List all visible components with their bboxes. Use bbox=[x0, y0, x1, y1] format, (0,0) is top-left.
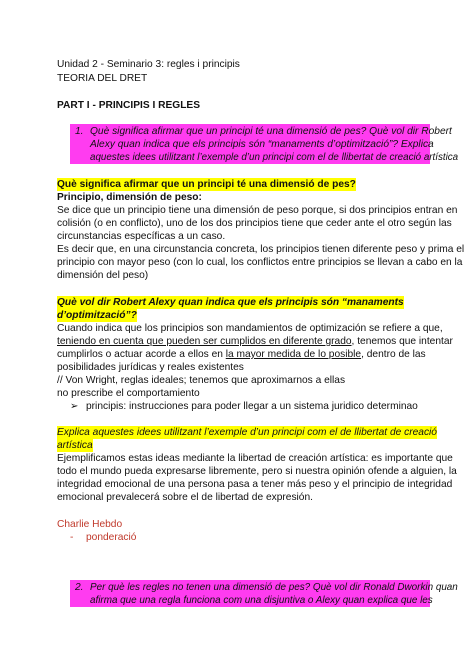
paragraph-3-line-1: Ejemplificamos estas ideas mediante la libertad de creación artística: es importante que bbox=[57, 453, 453, 464]
paragraph-3-line-2: todo el mundo pueda expresarse libremente, pero si nuestra opinión ofende a alguien, la bbox=[57, 466, 457, 477]
paragraph-1-line-3: circunstancias específicas a un caso. bbox=[57, 231, 226, 242]
q2-line-1: Per què les regles no tenen una dimensió de pes? Què vol dir Ronald Dworkin quan bbox=[90, 582, 458, 593]
paragraph-1-line-6: dimensión del peso) bbox=[57, 270, 149, 281]
q1-line-3: aquestes idees utilitzant l’exemple d’un principi com el de llibertat de creació artística bbox=[90, 152, 459, 163]
paragraph-1-line-4: Es decir que, en una circunstancia concreta, los principios tienen diferente peso y prima el bbox=[57, 244, 465, 255]
doc-header-line2: TEORIA DEL DRET bbox=[57, 73, 148, 84]
heading-weight-subtitle: Principio, dimensión de peso: bbox=[57, 192, 202, 203]
bullet-icon: ➢ bbox=[70, 401, 79, 412]
heading-alexy-line-1: Què vol dir Robert Alexy quan indica que els principis són “manaments bbox=[57, 297, 404, 308]
heading-alexy-line-2: d’optimització”? bbox=[57, 310, 137, 321]
underlined-phrase-degree: teniendo en cuenta que pueden ser cumplidos en diferente grado bbox=[57, 336, 352, 347]
heading-example-line-1: Explica aquestes idees utilitzant l’exemple d’un principi com el de llibertat de creació bbox=[57, 427, 437, 438]
underlined-phrase-measure: la mayor medida de lo posible bbox=[225, 349, 362, 360]
paragraph-2-line-2 bbox=[57, 335, 453, 348]
bullet-principis: principis: instrucciones para poder llegar a un sistema juridico determinao bbox=[86, 401, 418, 412]
paragraph-2-line-3 bbox=[57, 348, 426, 361]
heading-weight-dimension: Què significa afirmar que un principi té una dimensió de pes? bbox=[57, 179, 356, 190]
part-title: PART I - PRINCIPIS I REGLES bbox=[57, 100, 201, 111]
dash-item-ponderacio: ponderació bbox=[86, 532, 137, 543]
dash-marker: - bbox=[70, 532, 74, 543]
q1-line-2: Alexy quan indica que els principis són “manaments d’optimització”? Explica bbox=[90, 139, 434, 150]
q2-line-2: afirma que una regla funciona com una disjuntiva o Alexy quan explica que les bbox=[90, 595, 433, 606]
paragraph-1-line-5: principio con mayor peso (con lo cual, los conflictos entre principios se llevan a cabo en la bbox=[57, 257, 463, 268]
paragraph-2-line-6: no prescribe el comportamiento bbox=[57, 388, 200, 399]
red-title-charlie-hebdo: Charlie Hebdo bbox=[57, 519, 123, 530]
paragraph-2-line-2-rest: , tenemos que intentar bbox=[351, 336, 453, 347]
paragraph-1-line-2: colisión (o en conflicto), uno de los dos principios tiene que ceder ante el otro según las bbox=[57, 218, 452, 229]
paragraph-3-line-4: emocional prevalecerá sobre el de libertad de expresión. bbox=[57, 492, 313, 503]
paragraph-2-line-3-rest: , dentro de las bbox=[361, 349, 426, 360]
q2-number: 2. bbox=[75, 582, 84, 593]
paragraph-1-line-1: Se dice que un principio tiene una dimensión de peso porque, si dos principios entran en bbox=[57, 205, 458, 216]
q1-number: 1. bbox=[75, 126, 84, 137]
paragraph-3-line-3: integridad emocional de una persona pasa a tener más peso y el principio de integridad bbox=[57, 479, 453, 490]
paragraph-2-line-5: // Von Wright, reglas ideales; tenemos que aproximarnos a ellas bbox=[57, 375, 346, 386]
doc-header-line1: Unidad 2 - Seminario 3: regles i principis bbox=[57, 59, 240, 70]
q1-line-1: Què significa afirmar que un principi té una dimensió de pes? Què vol dir Robert bbox=[90, 126, 452, 137]
paragraph-2-line-1: Cuando indica que los principios son mandamientos de optimización se refiere a que, bbox=[57, 323, 443, 334]
paragraph-2-line-3-pre: cumplirlos o actuar acorde a ellos en bbox=[57, 349, 226, 360]
heading-example-line-2: artística bbox=[57, 440, 93, 451]
paragraph-2-line-4: posibilidades jurídicas y reales existentes bbox=[57, 362, 244, 373]
